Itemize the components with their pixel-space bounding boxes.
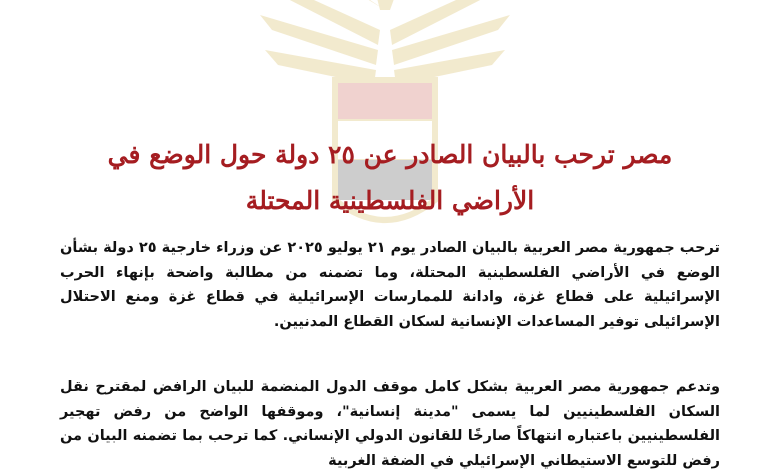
paragraph-1: ترحب جمهورية مصر العربية بالبيان الصادر يوم ٢١ يوليو ٢٠٢٥ عن وزراء خارجية ٢٥ دولة بشأن الوضع في الأراضي الفلسطينية المحتلة، وما تضمنه من مطالبة واضحة بإنهاء الحرب الإسرائيلية على قطاع غزة، وادانة للممارسات الإسرائيلية في قطاع غزة ومنع الاحتلال الإسرائيلى توفير المساعدات الإنسانية لسكان القطاع المدنيين. bbox=[60, 240, 720, 330]
title-line-2: الأراضي الفلسطينية المحتلة bbox=[245, 186, 535, 215]
title-line-1: مصر ترحب بالبيان الصادر عن ٢٥ دولة حول الوضع في bbox=[107, 140, 673, 169]
document-title bbox=[80, 132, 700, 224]
paragraph-2: وتدعم جمهورية مصر العربية بشكل كامل موقف الدول المنضمة للبيان الرافض لمقترح نقل السكان الفلسطينيين لما يسمى "مدينة إنسانية"، وموقفها الواضح من رفض تهجير الفلسطينيين باعتباره انتهاكاً صارخًا للقانون الدولي الإنساني. كما ترحب بما تضمنه البيان من رفض للتوسع الاستيطاني الإسرائيلي في الضفة الغربية bbox=[60, 379, 720, 469]
